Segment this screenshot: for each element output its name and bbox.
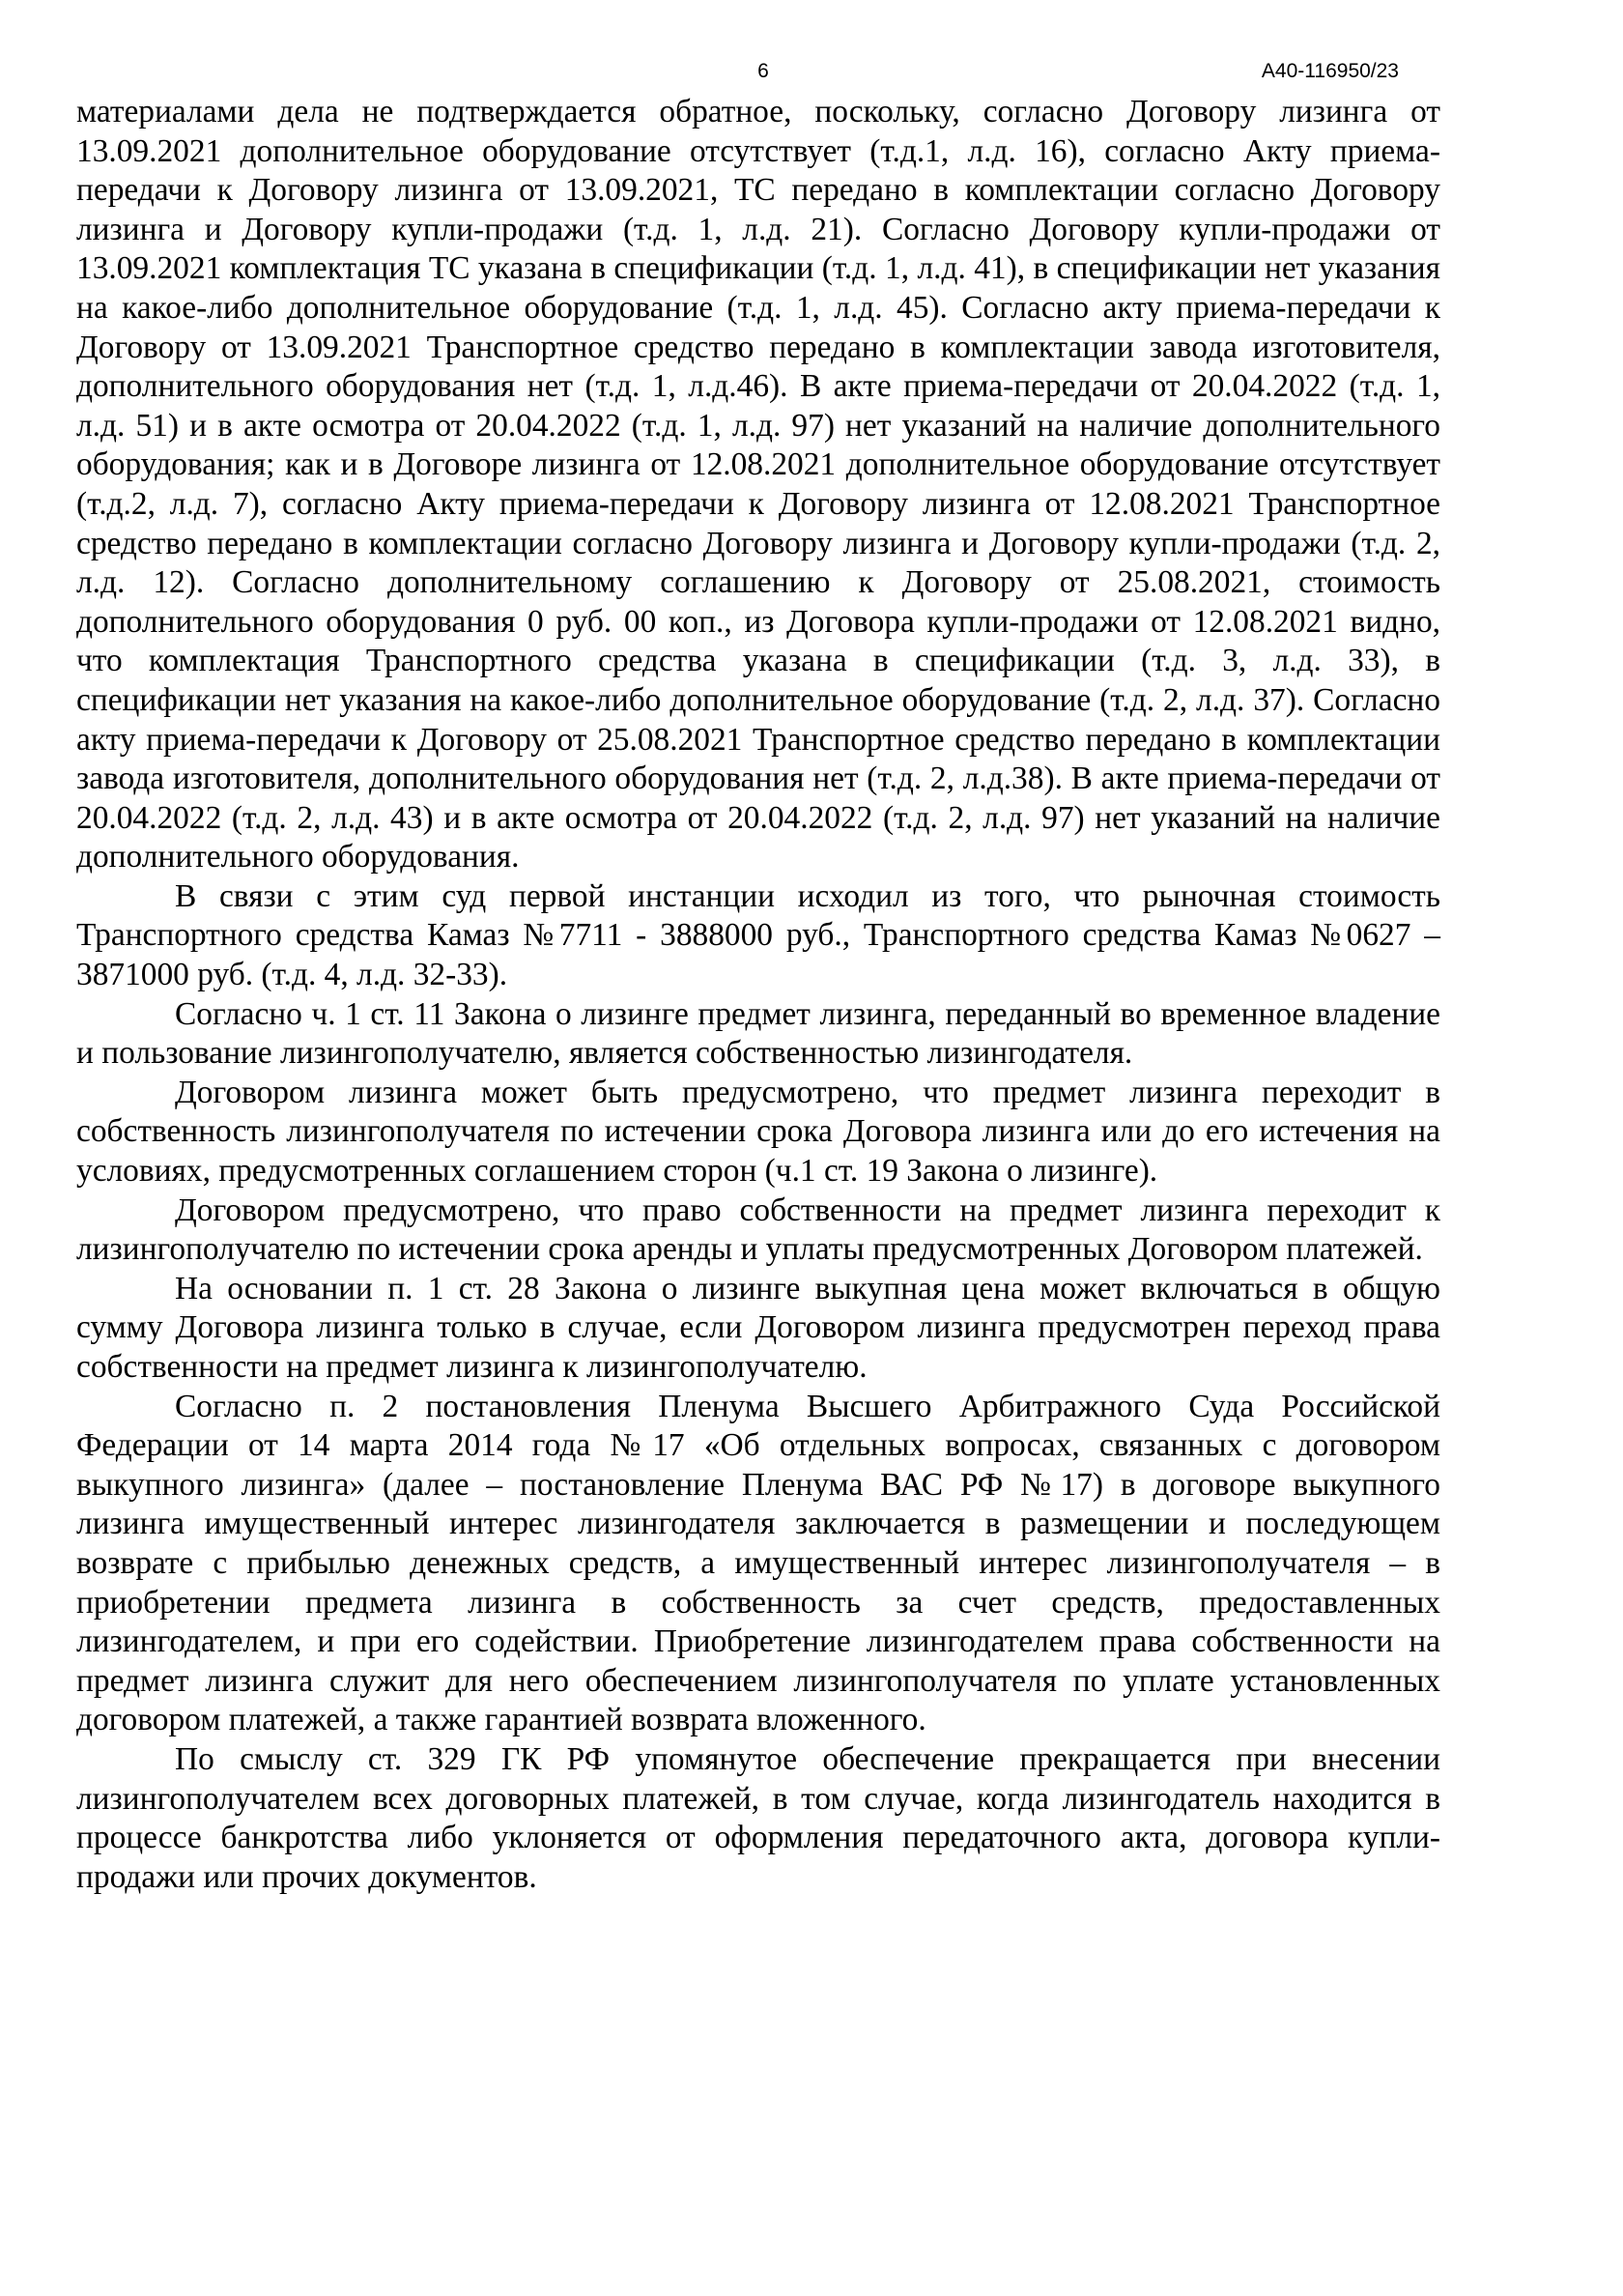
paragraph-plenum-resolution: Согласно п. 2 постановления Пленума Высшего Арбитражного Суда Российской Федерации от 14 марта 2014 года №17 «Об отдельных вопросах, связанных с договором выкупного лизинга» (далее – постановление Пленума ВАС РФ №17) в договоре выкупного лизинга имущественный интерес лизингодателя заключается в размещении и последующем возврате с прибылью денежных средств, а имущественный интерес лизингополучателя – в приобретении предмета лизинга в собственность за счет средств, предоставленных лизингодателем, и при его содействии. Приобретение лизингодателем права собственности на предмет лизинга служит для него обеспечением лизингополучателя по уплате установленных договором платежей, а также гарантией возврата вложенного. — [76, 1388, 1440, 1738]
document-body — [76, 93, 1440, 1897]
paragraph-market-value: В связи с этим суд первой инстанции исходил из того, что рыночная стоимость Транспортного средства Камаз №7711 - 3888000 руб., Транспортного средства Камаз №0627 – 3871000 руб. (т.д. 4, л.д. 32-33). — [76, 877, 1440, 993]
case-number: А40-116950/23 — [1261, 60, 1399, 82]
paragraph-leasing-law-art11: Согласно ч. 1 ст. 11 Закона о лизинге предмет лизинга, переданный во временное владение и пользование лизингополучателю, является собственностью лизингодателя. — [76, 995, 1440, 1072]
page-number: 6 — [757, 60, 769, 82]
paragraph-civil-code-art329: По смыслу ст. 329 ГК РФ упомянутое обеспечение прекращается при внесении лизингополучателем всех договорных платежей, в том случае, когда лизингодатель находится в процессе банкротства либо уклоняется от оформления передаточного акта, договора купли-продажи или прочих документов. — [76, 1740, 1440, 1895]
paragraph-equipment-evidence: материалами дела не подтверждается обратное, поскольку, согласно Договору лизинга от 13.09.2021 дополнительное оборудование отсутствует (т.д.1, л.д. 16), согласно Акту приема-передачи к Договору лизинга от 13.09.2021, ТС передано в комплектации согласно Договору лизинга и Договору купли-продажи (т.д. 1, л.д. 21). Согласно Договору купли-продажи от 13.09.2021 комплектация ТС указана в спецификации (т.д. 1, л.д. 41), в спецификации нет указания на какое-либо дополнительное оборудование (т.д. 1, л.д. 45). Согласно акту приема-передачи к Договору от 13.09.2021 Транспортное средство передано в комплектации завода изготовителя, дополнительного оборудования нет (т.д. 1, л.д.46). В акте приема-передачи от 20.04.2022 (т.д. 1, л.д. 51) и в акте осмотра от 20.04.2022 (т.д. 1, л.д. 97) нет указаний на наличие дополнительного оборудования; как и в Договоре лизинга от 12.08.2021 дополнительное оборудование отсутствует (т.д.2, л.д. 7), согласно Акту приема-передачи к Договору лизинга от 12.08.2021 Транспортное средство передано в комплектации согласно Договору лизинга и Договору купли-продажи (т.д. 2, л.д. 12). Согласно дополнительному соглашению к Договору от 25.08.2021, стоимость дополнительного оборудования 0 руб. 00 коп., из Договора купли-продажи от 12.08.2021 видно, что комплектация Транспортного средства указана в спецификации (т.д. 3, л.д. 33), в спецификации нет указания на какое-либо дополнительное оборудование (т.д. 2, л.д. 37). Согласно акту приема-передачи к Договору от 25.08.2021 Транспортное средство передано в комплектации завода изготовителя, дополнительного оборудования нет (т.д. 2, л.д.38). В акте приема-передачи от 20.04.2022 (т.д. 2, л.д. 43) и в акте осмотра от 20.04.2022 (т.д. 2, л.д. 97) нет указаний на наличие дополнительного оборудования. — [76, 94, 1440, 875]
paragraph-leasing-law-art28: На основании п. 1 ст. 28 Закона о лизинге выкупная цена может включаться в общую сумму Договора лизинга только в случае, если Договором лизинга предусмотрен переход права собственности на предмет лизинга к лизингополучателю. — [76, 1270, 1440, 1385]
paragraph-ownership-transfer: Договором предусмотрено, что право собственности на предмет лизинга переходит к лизингополучателю по истечении срока аренды и уплаты предусмотренных Договором платежей. — [76, 1191, 1440, 1268]
paragraph-leasing-law-art19: Договором лизинга может быть предусмотрено, что предмет лизинга переходит в собственность лизингополучателя по истечении срока Договора лизинга или до его истечения на условиях, предусмотренных соглашением сторон (ч.1 ст. 19 Закона о лизинге). — [76, 1074, 1440, 1190]
